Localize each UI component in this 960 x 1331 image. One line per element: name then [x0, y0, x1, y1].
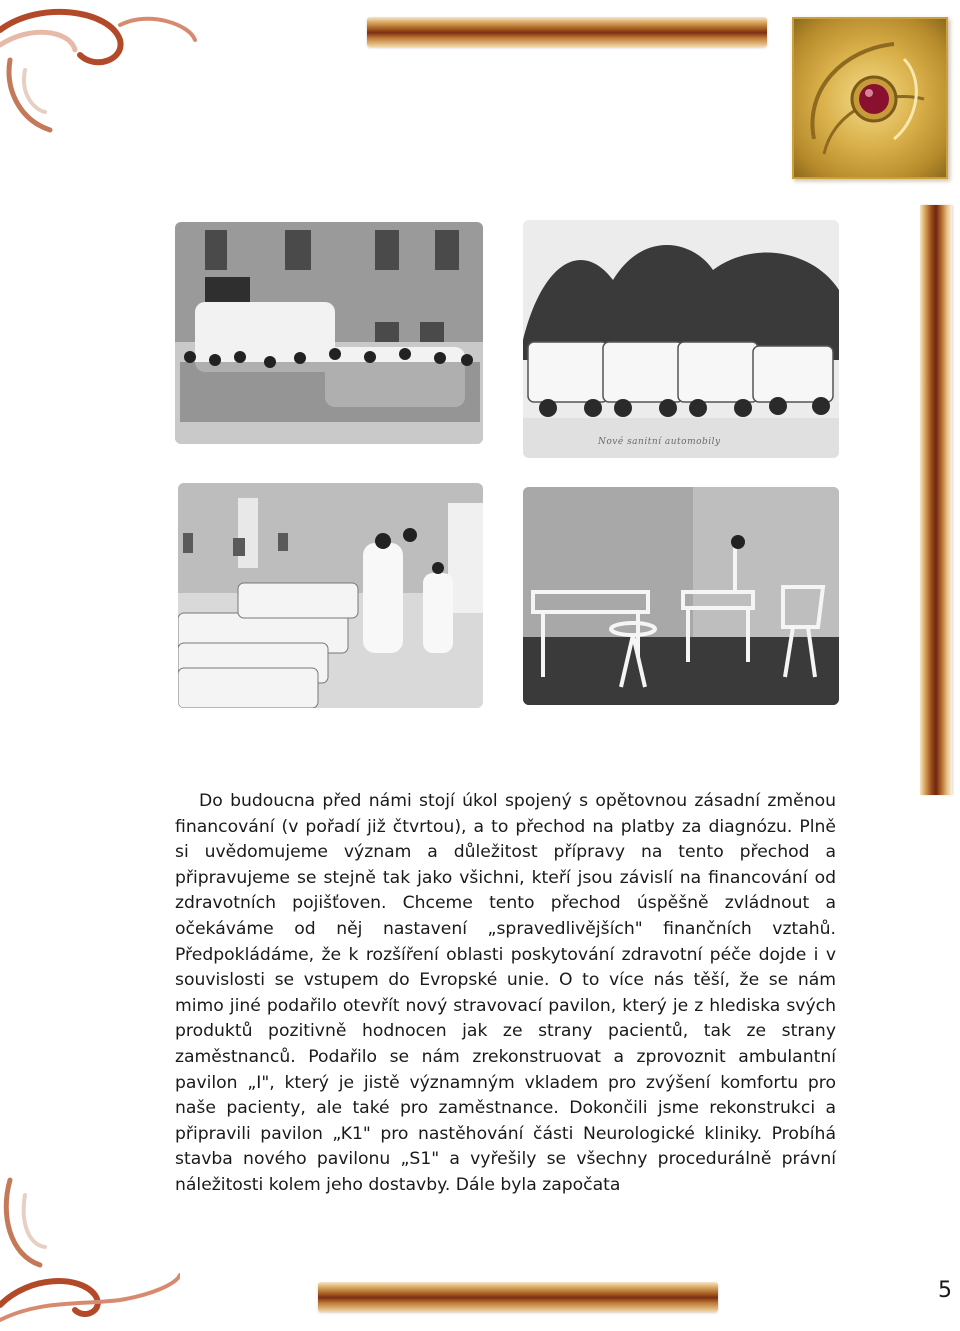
photo-hospital-ward [178, 483, 483, 708]
corner-swirl-bottom-left [0, 1175, 180, 1331]
corner-swirl-top-left [0, 0, 200, 150]
top-ornamental-bar [367, 17, 767, 47]
handwritten-photo-caption: Nové sanitní automobily [598, 437, 721, 447]
page-number: 5 [938, 1278, 952, 1303]
right-ornamental-bar [920, 205, 952, 795]
photo-ambulances [523, 220, 839, 458]
gold-ornament-tile [792, 17, 948, 179]
photo-examination-room [523, 487, 839, 705]
gem-icon [859, 84, 889, 114]
photo-hospital-staff [175, 222, 483, 444]
bottom-ornamental-bar [318, 1282, 718, 1312]
main-paragraph [175, 789, 836, 1199]
ornament-flourish-icon [794, 19, 946, 177]
paragraph-text: Do budoucna před námi stojí úkol spojený s opětovnou zásadní změnou financování (v pořadí již čtvrtou), a to přechod na platby za diagnózu. Plně si uvědomujeme význam a důležitost přípravy na tento přechod a připravujeme se stejně tak jako všichni, kteří jsou závislí na financování od zdravotních pojišťoven. Chceme tento přechod úspěšně zvládnout a očekáváme od něj nastavení „spravedlivějších" finančních vztahů. Předpokládáme, že k rozšíření oblasti poskytování zdravotní péče dojde i v souvislosti se vstupem do Evropské unie. O to více nás těší, že se nám mimo jiné podařilo otevřít nový stravovací pavilon, který je z hlediska svých produktů pozitivně hodnocen jak ze strany pacientů, tak ze strany zaměstnanců. Podařilo se nám zrekonstruovat a zprovoznit ambulantní pavilon „I", který je jistě významným vkladem pro zvýšení komfortu pro naše pacienty, ale také pro zaměstnance. Dokončili jsme rekonstrukci a připravili pavilon „K1" pro nastěhování části Neurologické kliniky. Probíhá stavba nového pavilonu „S1" a vyřešily se všechny procedurálně právní náležitosti kolem jeho dostavby. Dále byla započata [175, 791, 836, 1195]
